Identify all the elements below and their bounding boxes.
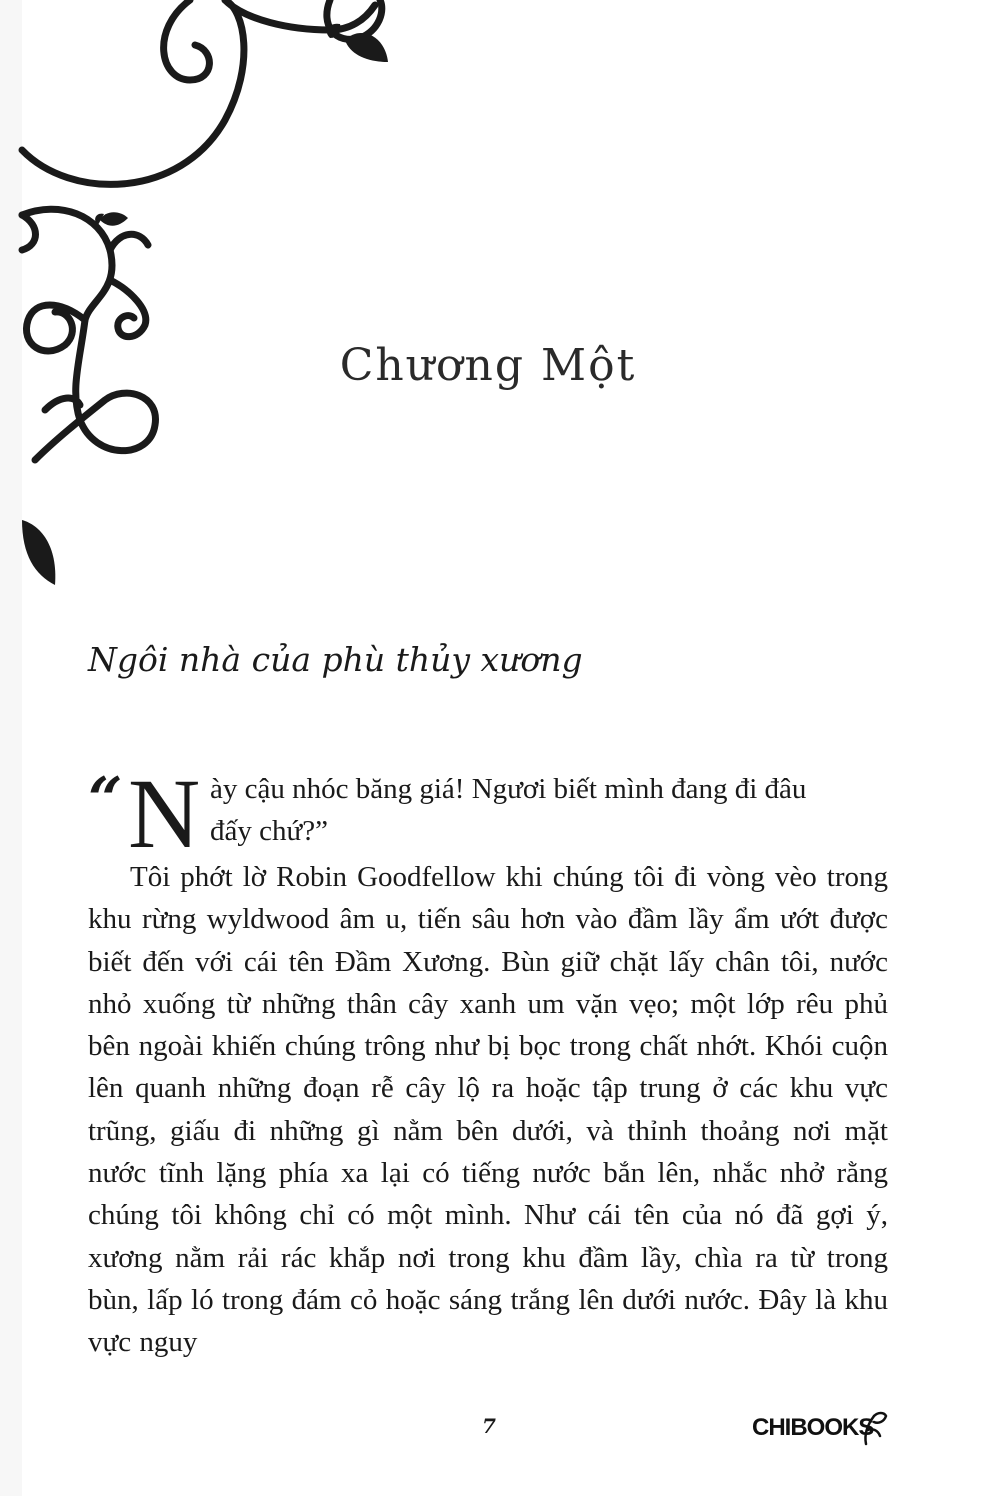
open-quote: “ — [88, 765, 123, 835]
floral-ornament-icon — [0, 0, 420, 600]
publisher-name: CHIBOOKS — [752, 1414, 874, 1441]
page-number: 7 — [482, 1414, 496, 1438]
opening-paragraph — [88, 758, 888, 869]
chapter-title-text: Chương Một — [339, 340, 637, 391]
opening-line-1: ày cậu nhóc băng giá! Ngươi biết mình đang đi đâu — [210, 773, 807, 805]
drop-cap: N — [128, 758, 201, 869]
publisher-leaf-icon — [860, 1410, 890, 1446]
chapter-title — [0, 340, 1000, 391]
body-text — [88, 758, 888, 1364]
publisher-logo — [752, 1412, 892, 1448]
opening-line-2: đấy chứ?” — [210, 815, 328, 847]
paragraph: Tôi phớt lờ Robin Goodfellow khi chúng tôi đi vòng vèo trong khu rừng wyldwood âm u, tiến sâu hơn vào đầm lầy ẩm ướt được biết đến với cái tên Đầm Xương. Bùn giữ chặt lấy chân tôi, nước nhỏ xuống từ những thân cây xanh um vặn vẹo; một lớp rêu phủ bên ngoài khiến chúng trông như bị bọc trong chất nhớt. Khói cuộn lên quanh những đoạn rễ cây lộ ra hoặc tập trung ở các khu vực trũng, giấu đi những gì nằm bên dưới, và thỉnh thoảng nơi mặt nước tĩnh lặng phía xa lại có tiếng nước bắn lên, nhắc nhở rằng chúng tôi không chỉ có một mình. Như cái tên của nó đã gợi ý, xương nằm rải rác khắp nơi trong khu đầm lầy, chìa ra từ trong bùn, lấp ló trong đám cỏ hoặc sáng trắng lên dưới nước. Đây là khu vực nguy — [88, 861, 888, 1359]
chapter-subtitle: Ngôi nhà của phù thủy xương — [88, 640, 583, 679]
